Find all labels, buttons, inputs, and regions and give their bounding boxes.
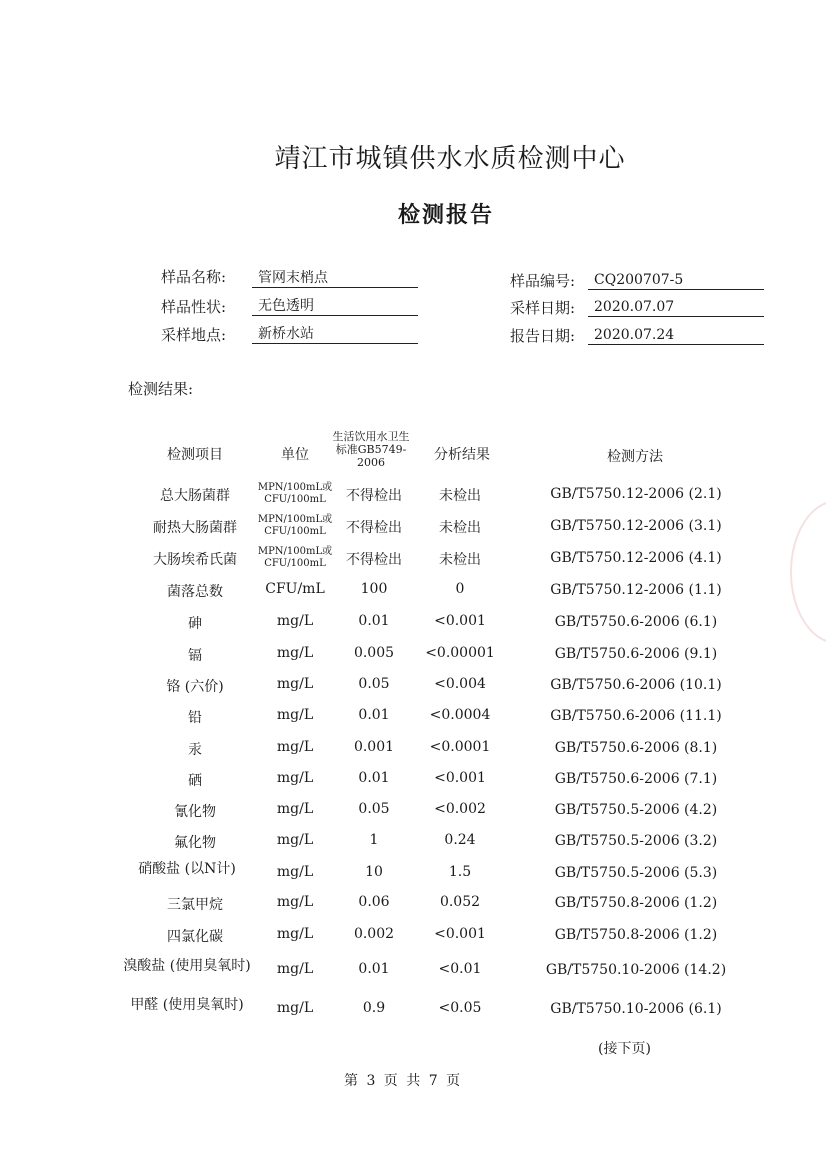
- row-unit: mg/L: [276, 739, 314, 755]
- row-method: GB/T5750.6-2006 (9.1): [554, 646, 718, 662]
- row-item: 三氯甲烷: [167, 897, 223, 913]
- row-result: <0.05: [438, 1000, 482, 1016]
- sample-name-value: 管网末梢点: [252, 268, 418, 288]
- row-standard: 0.01: [358, 613, 390, 629]
- row-unit: mg/L: [276, 832, 314, 848]
- row-item: 砷: [188, 616, 202, 632]
- header-result: 分析结果: [434, 447, 490, 463]
- row-unit: mg/L: [276, 707, 314, 723]
- row-unit: CFU/mL: [265, 581, 325, 597]
- row-item: 耐热大肠菌群: [153, 520, 237, 536]
- row-unit: MPN/100mL或CFU/100mL: [257, 546, 333, 569]
- row-method: GB/T5750.12-2006 (4.1): [550, 550, 722, 566]
- row-result: <0.01: [438, 961, 482, 977]
- row-unit: mg/L: [276, 864, 314, 880]
- report-date-label: 报告日期:: [509, 327, 575, 345]
- row-item: 硒: [188, 773, 202, 789]
- row-item: 铅: [188, 710, 202, 726]
- organization-title: 靖江市城镇供水水质检测中心: [274, 144, 626, 174]
- row-standard: 0.05: [358, 676, 390, 692]
- row-result: <0.0001: [429, 739, 491, 755]
- row-standard: 100: [360, 581, 388, 597]
- row-standard: 不得检出: [346, 520, 402, 536]
- row-unit: mg/L: [276, 894, 314, 910]
- row-standard: 0.01: [358, 770, 390, 786]
- row-method: GB/T5750.5-2006 (3.2): [554, 833, 718, 849]
- row-standard: 0.005: [353, 645, 395, 661]
- row-result: 0.24: [444, 832, 476, 848]
- sample-no-value: CQ200707-5: [588, 270, 764, 290]
- row-standard: 0.06: [358, 894, 390, 910]
- row-method: GB/T5750.10-2006 (6.1): [550, 1001, 722, 1017]
- row-item: 氟化物: [174, 835, 216, 851]
- header-method: 检测方法: [607, 449, 663, 465]
- row-result: <0.001: [434, 613, 486, 629]
- row-method: GB/T5750.5-2006 (5.3): [554, 865, 718, 881]
- row-method: GB/T5750.10-2006 (14.2): [545, 962, 727, 978]
- report-title: 检测报告: [397, 202, 494, 228]
- row-unit: mg/L: [276, 676, 314, 692]
- sample-nature-label: 样品性状:: [160, 298, 226, 316]
- row-unit: MPN/100mL或CFU/100mL: [257, 482, 333, 505]
- sampling-date-label: 采样日期:: [509, 299, 575, 317]
- row-standard: 0.01: [358, 707, 390, 723]
- row-result: 未检出: [439, 520, 481, 536]
- row-standard: 0.01: [358, 961, 390, 977]
- row-standard: 10: [365, 864, 383, 880]
- header-standard: 生活饮用水卫生标准GB5749-2006: [332, 430, 410, 469]
- row-result: <0.004: [434, 676, 486, 692]
- header-item: 检测项目: [167, 447, 223, 463]
- row-method: GB/T5750.12-2006 (2.1): [550, 486, 722, 502]
- row-unit: mg/L: [276, 961, 314, 977]
- row-method: GB/T5750.6-2006 (7.1): [554, 771, 718, 787]
- row-method: GB/T5750.8-2006 (1.2): [554, 927, 718, 943]
- row-method: GB/T5750.6-2006 (6.1): [554, 614, 718, 630]
- row-result: 0: [455, 581, 465, 597]
- row-item: 镉: [188, 648, 202, 664]
- sample-no-label: 样品编号:: [509, 272, 575, 290]
- row-item: 硝酸盐 (以N计): [138, 861, 236, 877]
- row-item: 甲醛 (使用臭氧时): [130, 997, 244, 1013]
- row-standard: 0.001: [353, 739, 395, 755]
- stamp-mark: [790, 500, 826, 644]
- row-method: GB/T5750.12-2006 (3.1): [550, 518, 722, 534]
- row-result: <0.001: [434, 926, 486, 942]
- sample-location-label: 采样地点:: [160, 326, 226, 344]
- row-unit: mg/L: [276, 926, 314, 942]
- row-item: 四氯化碳: [167, 929, 223, 945]
- row-item: 氰化物: [174, 804, 216, 820]
- row-result: 1.5: [448, 864, 472, 880]
- continued-note: (接下页): [598, 1041, 651, 1057]
- row-unit: MPN/100mL或CFU/100mL: [257, 514, 333, 537]
- row-result: 未检出: [439, 552, 481, 568]
- sampling-date-value: 2020.07.07: [588, 297, 764, 317]
- row-standard: 不得检出: [346, 552, 402, 568]
- results-section-title: 检测结果:: [128, 380, 194, 398]
- row-item: 铬 (六价): [166, 679, 224, 695]
- row-method: GB/T5750.8-2006 (1.2): [554, 895, 718, 911]
- sample-name-label: 样品名称:: [160, 268, 226, 286]
- row-standard: 0.05: [358, 801, 390, 817]
- row-method: GB/T5750.5-2006 (4.2): [554, 802, 718, 818]
- sample-location-value: 新桥水站: [252, 324, 418, 344]
- row-result: <0.00001: [425, 645, 495, 661]
- row-item: 大肠埃希氏菌: [153, 552, 237, 568]
- row-method: GB/T5750.6-2006 (8.1): [554, 740, 718, 756]
- row-result: 0.052: [439, 894, 481, 910]
- row-result: <0.002: [434, 801, 486, 817]
- row-item: 菌落总数: [167, 584, 223, 600]
- page-number: 第 3 页 共 7 页: [344, 1073, 461, 1089]
- row-result: <0.001: [434, 770, 486, 786]
- row-result: <0.0004: [429, 707, 491, 723]
- row-standard: 1: [369, 832, 379, 848]
- row-unit: mg/L: [276, 770, 314, 786]
- row-method: GB/T5750.6-2006 (10.1): [550, 677, 722, 693]
- row-item: 汞: [188, 742, 202, 758]
- row-item: 溴酸盐 (使用臭氧时): [123, 958, 251, 974]
- row-method: GB/T5750.12-2006 (1.1): [550, 582, 722, 598]
- row-unit: mg/L: [276, 645, 314, 661]
- header-unit: 单位: [281, 447, 309, 463]
- row-unit: mg/L: [276, 1000, 314, 1016]
- row-standard: 0.9: [362, 1000, 386, 1016]
- row-unit: mg/L: [276, 801, 314, 817]
- row-item: 总大肠菌群: [160, 488, 230, 504]
- report-date-value: 2020.07.24: [588, 325, 764, 345]
- row-standard: 不得检出: [346, 488, 402, 504]
- row-standard: 0.002: [353, 926, 395, 942]
- row-result: 未检出: [439, 488, 481, 504]
- row-unit: mg/L: [276, 613, 314, 629]
- row-method: GB/T5750.6-2006 (11.1): [550, 708, 722, 724]
- sample-nature-value: 无色透明: [252, 296, 418, 316]
